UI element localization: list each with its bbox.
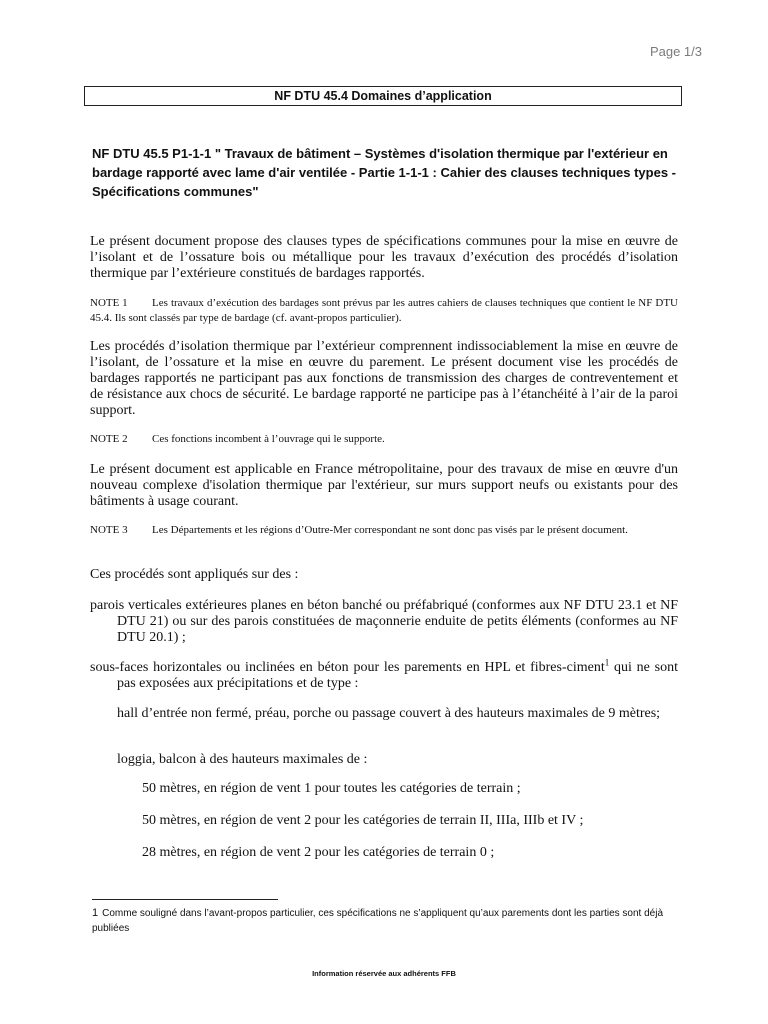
footnote-marker: 1	[92, 907, 99, 919]
note-1-text: Les travaux d’exécution des bardages sont prévus par les autres cahiers de clauses techniques que contient le NF DTU 45.4. Ils sont classés par type de bardage (cf. avant-propos particulier).	[90, 297, 678, 324]
footnote-divider	[92, 899, 278, 900]
document-heading: NF DTU 45.5 P1-1-1 " Travaux de bâtiment – Systèmes d'isolation thermique par l'extérieur en bardage rapporté avec lame d'air ventilée - Partie 1-1-1 : Cahier des clauses techniques types - Spécifications communes"	[92, 146, 676, 199]
paragraph-list-intro: Ces procédés sont appliqués sur des :	[90, 567, 299, 582]
note-3-text: Les Départements et les régions d’Outre-Mer correspondant ne sont donc pas visés par le présent document.	[152, 524, 628, 536]
sub-sub-item-3: 28 mètres, en région de vent 2 pour les catégories de terrain 0 ;	[142, 845, 495, 860]
footnote-text: Comme souligné dans l’avant-propos particulier, ces spécifications ne s’appliquent qu’aux parements dont les parties sont déjà publiées	[92, 908, 663, 934]
note-1-label: NOTE 1	[90, 297, 128, 309]
note-1	[90, 296, 678, 326]
sub-item-hall: hall d’entrée non fermé, préau, porche ou passage couvert à des hauteurs maximales de 9 mètres;	[117, 706, 661, 721]
note-2-text: Ces fonctions incombent à l’ouvrage qui le supporte.	[152, 433, 385, 445]
list-item-sous-faces-text: sous-faces horizontales ou inclinées en béton pour les parements en HPL et fibres-ciment	[90, 660, 605, 675]
list-item-sous-faces	[90, 657, 678, 692]
sub-item-loggia: loggia, balcon à des hauteurs maximales de :	[117, 752, 368, 767]
note-2	[90, 432, 678, 447]
page-number: Page 1/3	[649, 44, 702, 59]
list-item-parois: parois verticales extérieures planes en béton banché ou préfabriqué (conformes aux NF DTU 23.1 et NF DTU 21) ou sur des parois constituées de maçonnerie enduite de petits éléments (conformes au NF DTU 20.1) ;	[90, 598, 678, 645]
list-item-sous-faces-text-end: qui ne sont pas exposées aux précipitations et de type :	[117, 660, 678, 691]
title-box: NF DTU 45.4 Domaines d’application	[84, 86, 682, 106]
paragraph-procedes: Les procédés d’isolation thermique par l’extérieur comprennent indissociablement la mise en œuvre de l’isolant, de l’ossature et la mise en œuvre du parement. Le présent document vise les procédés de bardages rapportés ne participant pas aux fonctions de transmission des charges de contreventement et de résistance aux chocs de sécurité. Le bardage rapporté ne participe pas à l’étanchéité à l’air de la paroi support.	[90, 339, 678, 418]
paragraph-applicability: Le présent document est applicable en France métropolitaine, pour des travaux de mise en œuvre d'un nouveau complexe d'isolation thermique par l'extérieur, sur murs support neufs ou existants pour des bâtiments à usage courant.	[90, 462, 678, 509]
note-2-label: NOTE 2	[90, 433, 128, 445]
note-3	[90, 523, 678, 538]
footnote-reference: 1	[604, 657, 610, 668]
sub-sub-item-2: 50 mètres, en région de vent 2 pour les catégories de terrain II, IIIa, IIIb et IV ;	[142, 813, 584, 828]
paragraph-scope: Le présent document propose des clauses types de spécifications communes pour la mise en œuvre de l’isolant et de l’ossature bois ou métallique pour les travaux d’exécution des procédés d’isolation thermique par l’extérieure constitués de bardages rapportés.	[90, 234, 678, 281]
sub-sub-item-1: 50 mètres, en région de vent 1 pour toutes les catégories de terrain ;	[142, 781, 521, 796]
page-footer: Information réservée aux adhérents FFB	[312, 969, 456, 978]
note-3-label: NOTE 3	[90, 524, 128, 536]
footnote	[92, 906, 678, 936]
